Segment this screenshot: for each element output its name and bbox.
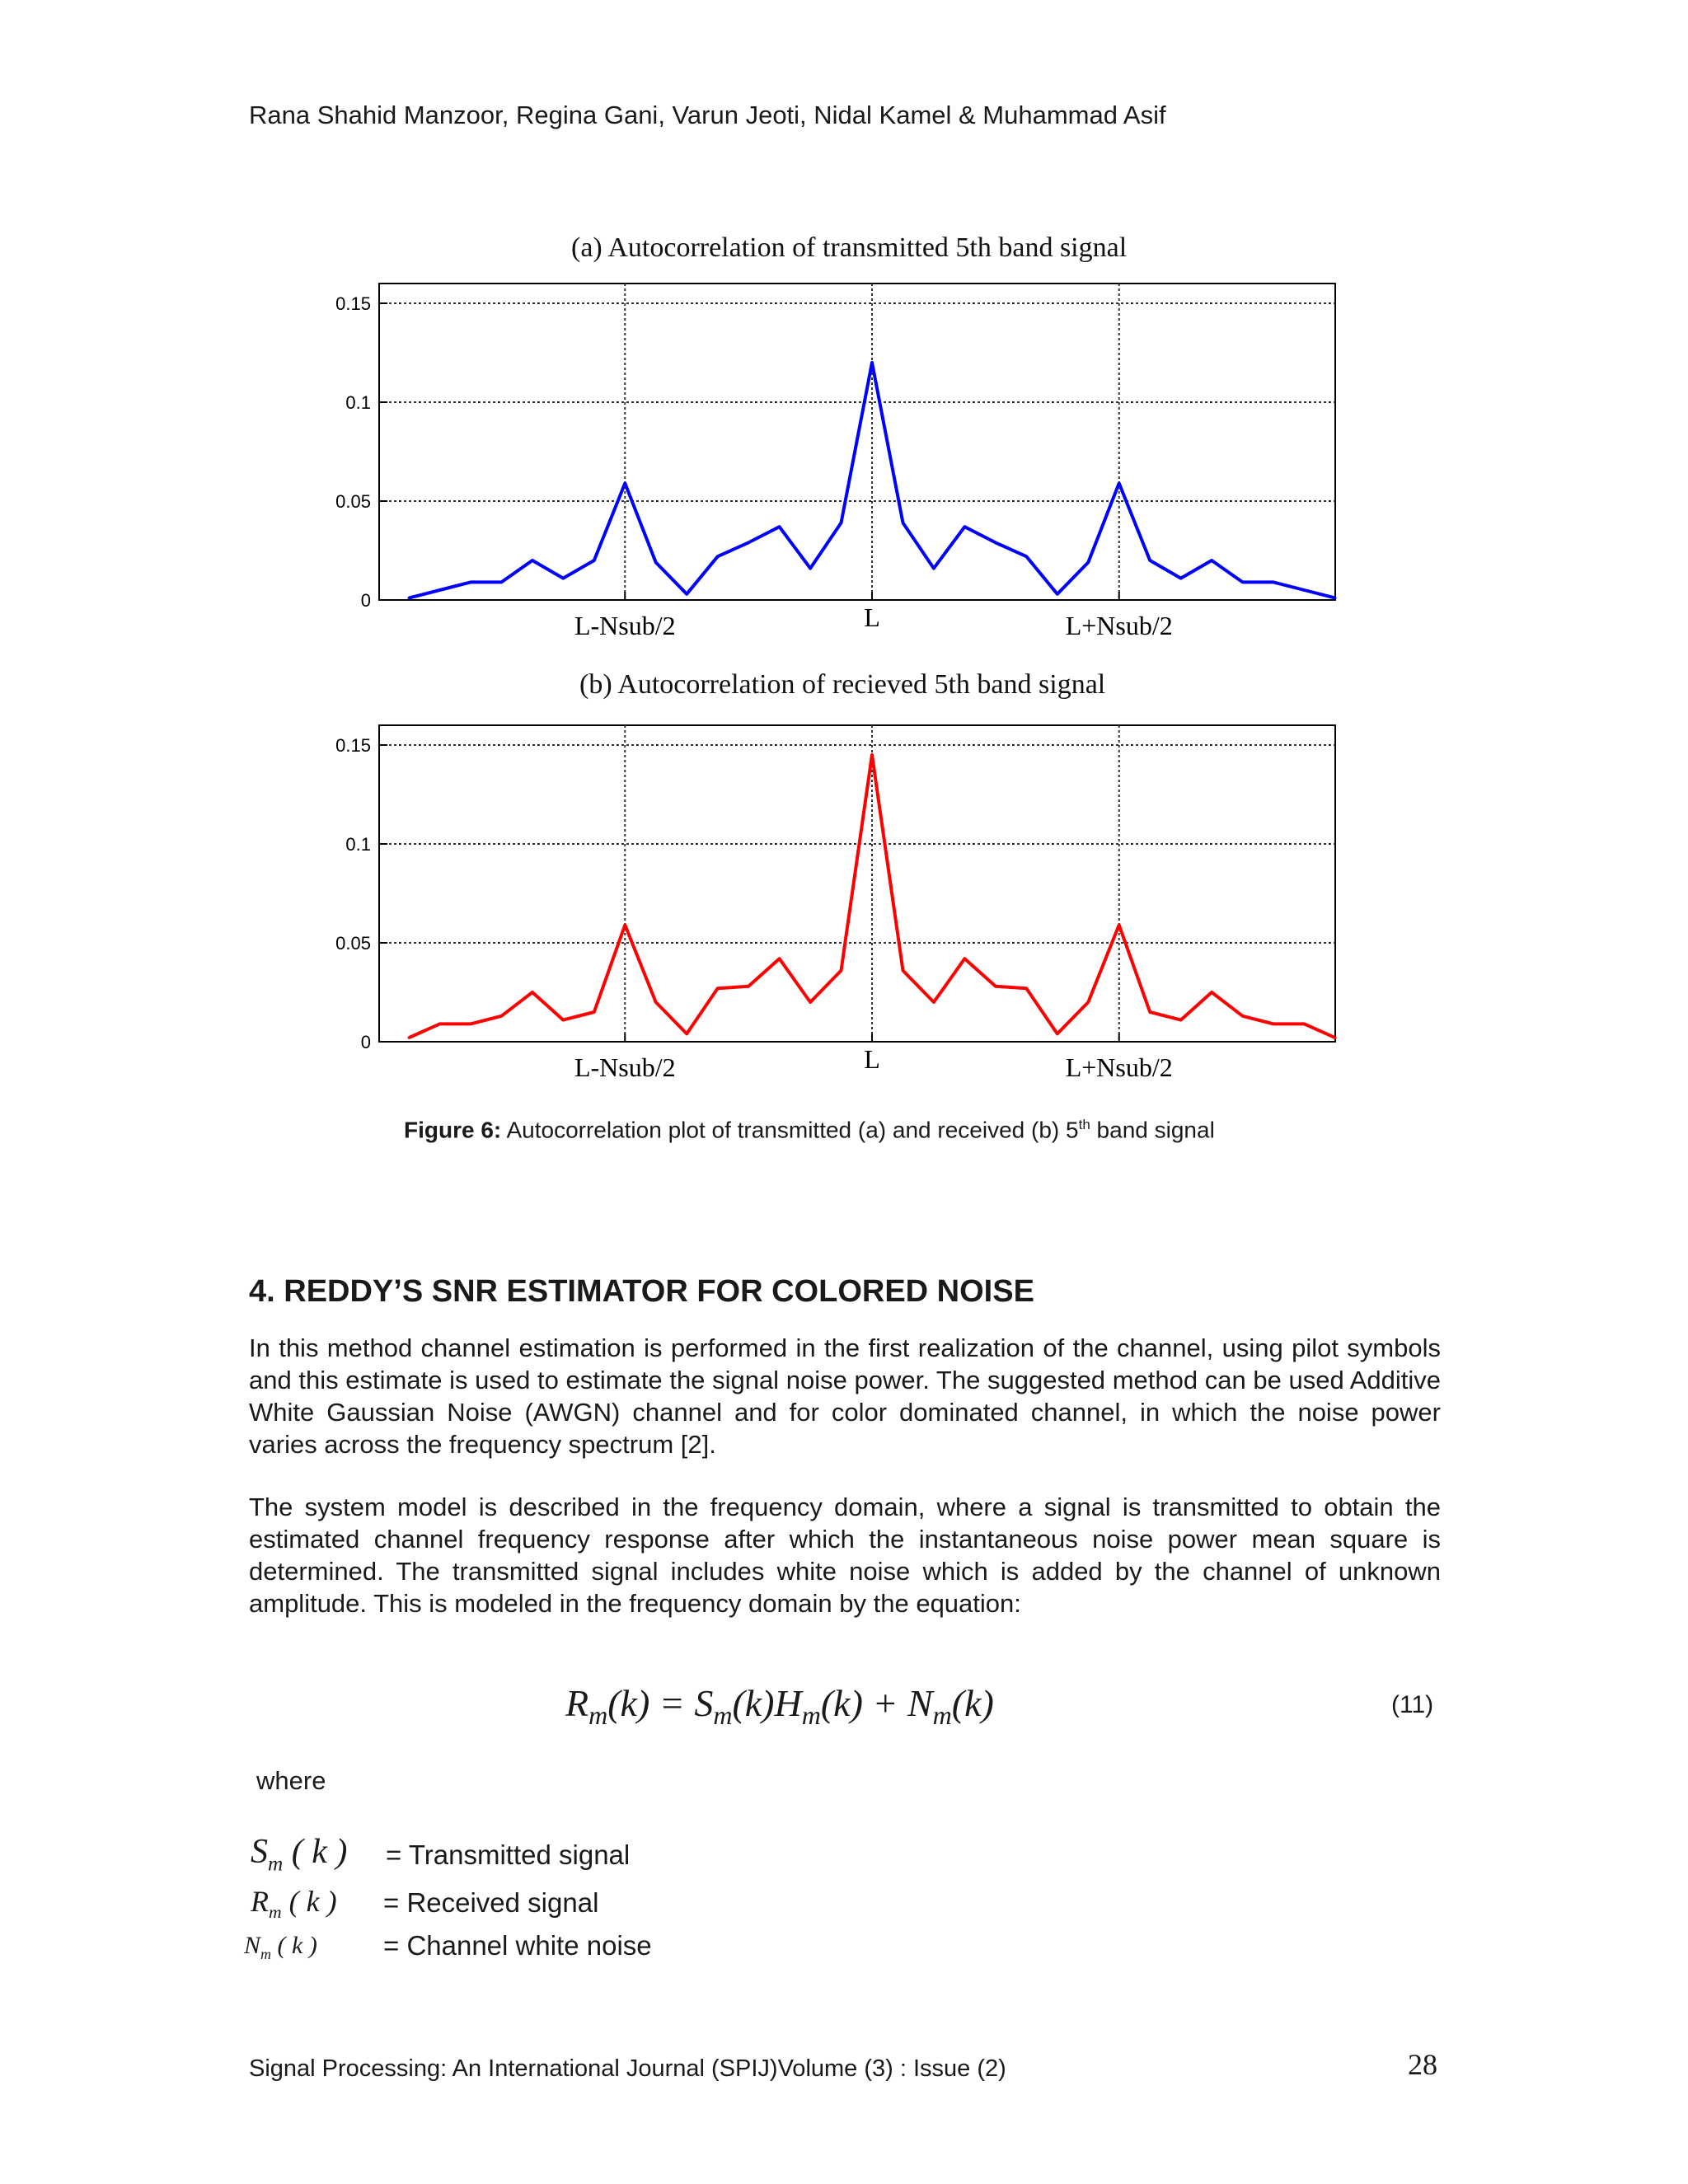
chart-b-point-28 xyxy=(1273,1023,1275,1025)
chart-b-title: (b) Autocorrelation of recieved 5th band signal xyxy=(579,669,1106,700)
chart-a-point-9 xyxy=(686,593,688,595)
def-s-sub: m xyxy=(268,1853,284,1876)
eq-arg-1: (k) xyxy=(607,1682,650,1724)
chart-b-ytick-label-2: 0.1 xyxy=(345,834,371,855)
chart-a-point-25 xyxy=(1179,577,1182,579)
def-symbol-n xyxy=(244,1932,317,1963)
eq-N: N xyxy=(907,1682,933,1724)
chart-b-point-24 xyxy=(1149,1011,1151,1014)
chart-a-point-0 xyxy=(408,597,410,599)
chart-b-point-29 xyxy=(1303,1023,1306,1025)
chart-a-point-11 xyxy=(748,541,750,544)
chart-a-point-19 xyxy=(994,541,996,544)
chart-b-point-18 xyxy=(964,958,966,960)
chart-b-point-23 xyxy=(1118,924,1120,926)
chart-a-point-18 xyxy=(964,526,966,528)
chart-b-point-22 xyxy=(1087,1001,1090,1004)
chart-b-point-6 xyxy=(593,1011,595,1014)
chart-b-point-16 xyxy=(902,969,904,972)
eq-sub-1: m xyxy=(588,1700,608,1731)
eq-sub-3: m xyxy=(801,1700,821,1731)
chart-a-point-10 xyxy=(716,555,719,558)
chart-a-ytick-label-3: 0.15 xyxy=(335,293,371,314)
chart-b-xtick-label-1: L xyxy=(864,1044,880,1074)
chart-b-xtick-label-0: L-Nsub/2 xyxy=(574,1052,676,1082)
chart-a-point-4 xyxy=(531,560,533,562)
chart-b-point-5 xyxy=(562,1019,565,1021)
where-label: where xyxy=(256,1766,326,1795)
chart-a-title: (a) Autocorrelation of transmitted 5th band signal xyxy=(571,232,1128,263)
chart-a-point-26 xyxy=(1211,560,1213,562)
eq-H: H xyxy=(774,1682,802,1724)
figure-caption-text-end: band signal xyxy=(1090,1117,1215,1143)
def-text-n: = Channel white noise xyxy=(383,1930,652,1961)
chart-b-point-17 xyxy=(932,1001,935,1004)
chart-b-xtick-label-2: L+Nsub/2 xyxy=(1065,1052,1173,1082)
eq-arg-4: (k) xyxy=(951,1682,994,1724)
chart-a-point-16 xyxy=(902,522,904,524)
def-text-r: = Received signal xyxy=(383,1887,599,1918)
chart-b-point-26 xyxy=(1211,991,1213,994)
chart-a-point-3 xyxy=(500,581,503,583)
chart-a-point-8 xyxy=(654,561,657,564)
chart-a-point-23 xyxy=(1118,482,1120,485)
chart-b-point-9 xyxy=(686,1033,688,1035)
chart-a-point-2 xyxy=(469,581,471,583)
chart-a-point-21 xyxy=(1056,593,1058,595)
def-n-sub: m xyxy=(260,1946,272,1962)
chart-a xyxy=(313,272,1352,659)
chart-a-point-14 xyxy=(840,522,842,524)
chart-b xyxy=(313,714,1352,1098)
chart-b-plot-frame xyxy=(379,725,1335,1042)
chart-b-point-20 xyxy=(1025,987,1028,990)
eq-equals: = xyxy=(649,1682,695,1724)
chart-a-ytick-label-0: 0 xyxy=(360,590,371,611)
chart-a-point-12 xyxy=(778,526,781,528)
def-n-letter: N xyxy=(244,1932,261,1959)
chart-b-point-21 xyxy=(1056,1033,1058,1035)
chart-b-point-1 xyxy=(438,1023,441,1025)
def-s-letter: S xyxy=(251,1833,268,1871)
def-s-arg: ( k ) xyxy=(291,1833,348,1871)
section-heading: 4. REDDY’S SNR ESTIMATOR FOR COLORED NOISE xyxy=(249,1274,1034,1309)
chart-a-point-5 xyxy=(562,577,565,579)
paragraph-1: In this method channel estimation is performed in the first realization of the channel, using pilot symbols and this estimate is used to estimate the signal noise power. The suggested method can be used Additive White Gaussian Noise (AWGN) channel and for color dominated channel, in which the noise power varies across the frequency spectrum [2]. xyxy=(249,1333,1441,1459)
chart-b-point-14 xyxy=(840,969,842,972)
chart-a-point-7 xyxy=(624,482,626,485)
page-number: 28 xyxy=(1408,2048,1437,2081)
chart-a-point-1 xyxy=(438,589,441,592)
chart-b-point-25 xyxy=(1179,1019,1182,1021)
paragraph-2: The system model is described in the frequency domain, where a signal is transmitted to obtain the estimated channel frequency response after which the instantaneous noise power mean square is determined. The transmitted signal includes white noise which is added by the channel of unknown amplitude. This is modeled in the frequency domain by the equation: xyxy=(249,1493,1441,1618)
chart-b-ytick-label-1: 0.05 xyxy=(335,933,371,954)
chart-a-point-13 xyxy=(809,567,812,569)
eq-sub-2: m xyxy=(713,1700,733,1731)
figure-caption-text: Autocorrelation plot of transmitted (a) and received (b) 5 xyxy=(506,1117,1079,1143)
equation-number: (11) xyxy=(1391,1691,1434,1718)
chart-a-point-22 xyxy=(1087,561,1090,564)
chart-a-xtick-label-1: L xyxy=(864,602,880,632)
chart-a-xtick-label-2: L+Nsub/2 xyxy=(1065,611,1173,640)
chart-b-ytick-label-3: 0.15 xyxy=(335,735,371,756)
chart-b-point-12 xyxy=(778,958,781,960)
chart-a-ytick-label-2: 0.1 xyxy=(345,392,371,413)
def-r-sub: m xyxy=(269,1902,282,1923)
chart-a-point-17 xyxy=(932,567,935,569)
chart-b-point-7 xyxy=(624,924,626,926)
eq-S: S xyxy=(694,1682,714,1724)
def-n-arg: ( k ) xyxy=(277,1932,317,1959)
chart-a-point-24 xyxy=(1149,560,1151,562)
chart-a-point-29 xyxy=(1303,589,1306,592)
chart-b-point-15 xyxy=(871,754,874,757)
chart-b-point-30 xyxy=(1334,1037,1337,1039)
figure-caption xyxy=(404,1117,1215,1143)
figure-caption-label: Figure 6: xyxy=(404,1117,502,1143)
chart-b-point-8 xyxy=(654,1001,657,1004)
chart-b-point-0 xyxy=(408,1037,410,1039)
chart-a-point-27 xyxy=(1241,581,1244,583)
chart-a-point-15 xyxy=(871,362,874,364)
def-r-letter: R xyxy=(251,1885,269,1918)
eq-sub-4: m xyxy=(932,1700,952,1731)
chart-b-point-27 xyxy=(1241,1015,1244,1017)
def-symbol-s xyxy=(251,1832,347,1876)
chart-b-point-10 xyxy=(716,987,719,990)
chart-a-point-20 xyxy=(1025,555,1028,558)
eq-R: R xyxy=(565,1682,589,1724)
equation-11 xyxy=(565,1681,994,1731)
figure-caption-sup: th xyxy=(1078,1117,1090,1132)
def-r-arg: ( k ) xyxy=(288,1885,337,1918)
chart-b-series-line xyxy=(409,755,1335,1038)
footer-journal: Signal Processing: An International Journal (SPIJ)Volume (3) : Issue (2) xyxy=(249,2055,1006,2082)
eq-plus: + xyxy=(862,1682,907,1724)
chart-b-point-3 xyxy=(500,1015,503,1017)
chart-b-point-13 xyxy=(809,1001,812,1004)
def-symbol-r xyxy=(251,1884,337,1923)
chart-b-point-2 xyxy=(469,1023,471,1025)
chart-b-point-19 xyxy=(994,985,996,987)
chart-b-point-4 xyxy=(531,991,533,994)
chart-a-xtick-label-0: L-Nsub/2 xyxy=(574,611,676,640)
chart-a-point-6 xyxy=(593,560,595,562)
chart-b-point-11 xyxy=(748,985,750,987)
running-header: Rana Shahid Manzoor, Regina Gani, Varun Jeoti, Nidal Kamel & Muhammad Asif xyxy=(249,101,1166,129)
chart-a-point-30 xyxy=(1334,597,1337,599)
chart-b-ytick-label-0: 0 xyxy=(360,1032,371,1052)
eq-arg-2: (k) xyxy=(732,1682,775,1724)
def-text-s: = Transmitted signal xyxy=(386,1840,631,1870)
chart-a-point-28 xyxy=(1273,581,1275,583)
eq-arg-3: (k) xyxy=(820,1682,863,1724)
chart-a-ytick-label-1: 0.05 xyxy=(335,491,371,512)
